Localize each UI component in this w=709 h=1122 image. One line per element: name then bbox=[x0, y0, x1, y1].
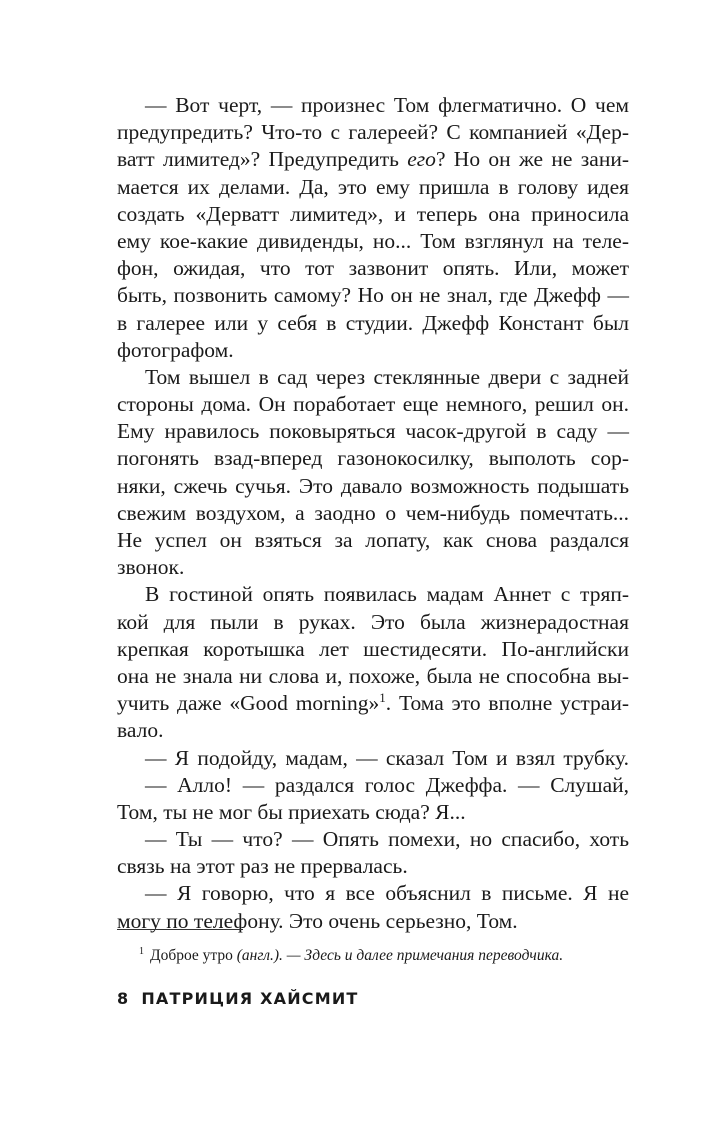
text-line: Том, ты не мог бы приехать сюда? Я... bbox=[117, 799, 466, 824]
footnote-text-italic: (англ.). — Здесь и далее примечания переводчика. bbox=[236, 947, 564, 965]
text-line: она не знала ни слова и, похоже, была не способна вы- bbox=[117, 663, 629, 688]
text-line: — Я подойду, мадам, — сказал Том и взял трубку. bbox=[145, 745, 629, 770]
text-line: связь на этот раз не прервалась. bbox=[117, 854, 408, 879]
footnote-text: Доброе утро bbox=[150, 947, 237, 965]
footnote bbox=[117, 942, 629, 966]
text-line bbox=[117, 690, 629, 717]
body-text bbox=[117, 92, 629, 935]
footnote-mark: 1 bbox=[139, 946, 144, 957]
text-line: Том вышел в сад через стеклянные двери с задней bbox=[145, 364, 629, 389]
text-line: фотографом. bbox=[117, 337, 234, 362]
text-line: мается их делами. Да, это ему пришла в голову идея bbox=[117, 174, 629, 199]
text-line: в галерее или у себя в студии. Джефф Констант был bbox=[117, 310, 629, 335]
text-fragment: . Тома это вполне устраи- bbox=[385, 691, 629, 716]
text-fragment: учить даже «Good morning» bbox=[117, 691, 380, 716]
page-number: 8 bbox=[117, 989, 130, 1008]
text-fragment: ? Но он же не зани- bbox=[435, 147, 630, 172]
text-line: — Ты — что? — Опять помехи, но спасибо, хоть bbox=[145, 827, 629, 852]
text-line: кой для пыли в руках. Это была жизнерадостная bbox=[117, 609, 629, 634]
text-line bbox=[117, 146, 629, 173]
text-line: создать «Дерватт лимитед», и теперь она приносила bbox=[117, 201, 629, 226]
text-line: Ему нравилось поковыряться часок-другой в саду — bbox=[117, 419, 629, 444]
text-line: стороны дома. Он поработает еще немного, решил он. bbox=[117, 392, 629, 417]
text-line: крепкая коротышка лет шестидесяти. По-английски bbox=[117, 636, 629, 661]
footnote-divider bbox=[117, 929, 243, 930]
text-line: — Вот черт, — произнес Том флегматично. О чем bbox=[145, 93, 629, 117]
italic-word: его bbox=[407, 147, 436, 172]
author-name: ПАТРИЦИЯ ХАЙСМИТ bbox=[141, 989, 359, 1008]
text-line: Не успел он взяться за лопату, как снова раздался bbox=[117, 528, 629, 552]
text-line: ему кое-какие дивиденды, но... Том взглянул на теле- bbox=[117, 228, 629, 253]
running-footer bbox=[117, 989, 359, 1008]
text-line: няки, сжечь сучья. Это давало возможность подышать bbox=[117, 473, 629, 498]
text-line: предупредить? Что-то с галереей? С компанией «Дер- bbox=[117, 120, 629, 145]
text-line: вало. bbox=[117, 718, 164, 743]
text-line: — Я говорю, что я все объяснил в письме. Я не bbox=[145, 881, 629, 906]
text-line: быть, позвонить самому? Но он не знал, где Джефф — bbox=[117, 283, 629, 308]
text-line: звонок. bbox=[117, 555, 185, 580]
text-line: фон, ожидая, что тот зазвонит опять. Или, может bbox=[117, 256, 629, 281]
text-line: могу по телефону. Это очень серьезно, Том. bbox=[117, 908, 518, 933]
text-line: свежим воздухом, а заодно о чем-нибудь помечтать... bbox=[117, 500, 629, 525]
text-line: погонять взад-вперед газонокосилку, выполоть сор- bbox=[117, 446, 629, 471]
text-fragment: ватт лимитед»? Предупредить bbox=[117, 147, 408, 172]
text-line: — Алло! — раздался голос Джеффа. — Слушай, bbox=[145, 772, 629, 797]
footnote-reference[interactable]: 1 bbox=[379, 689, 386, 705]
text-line: В гостиной опять появилась мадам Аннет с тряп- bbox=[145, 582, 629, 607]
